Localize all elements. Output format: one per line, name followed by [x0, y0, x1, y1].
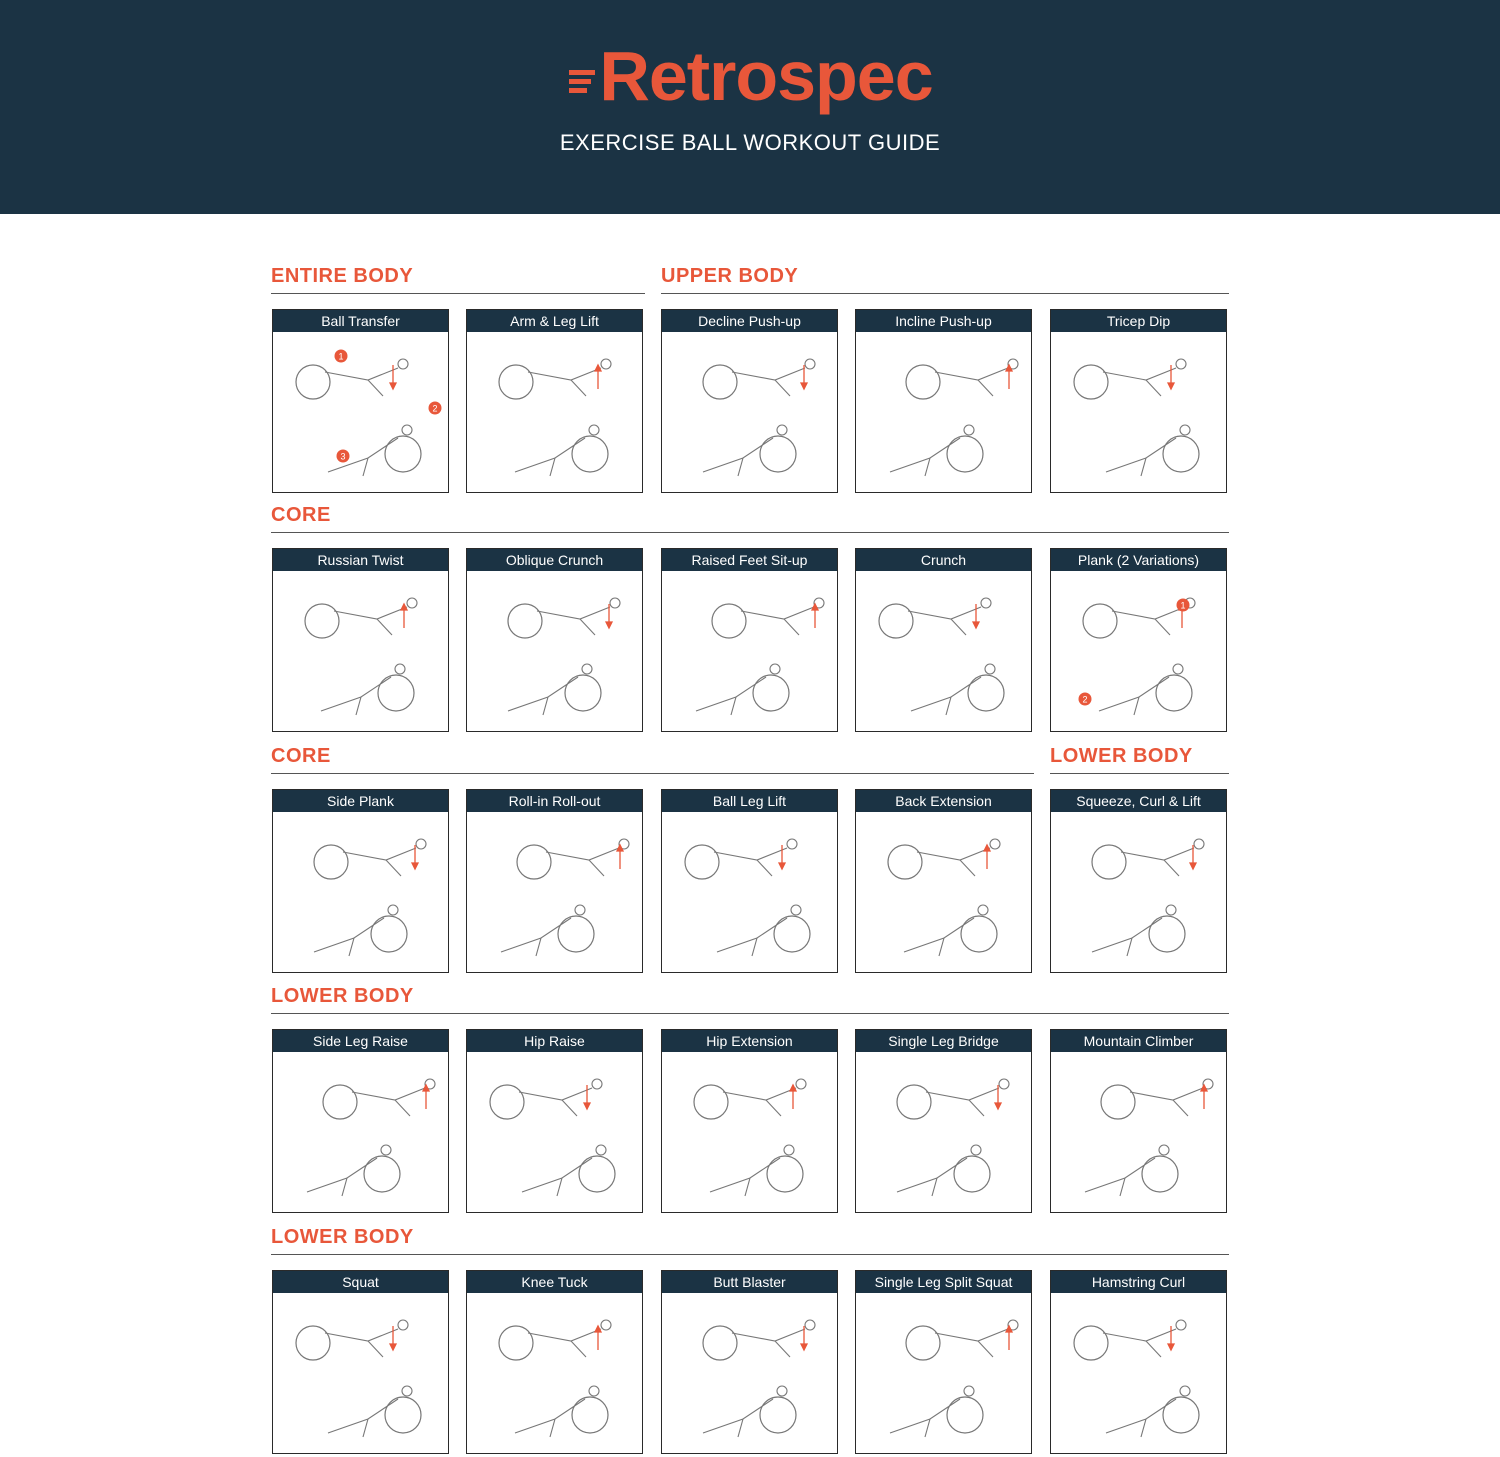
- figure-illustration: [732, 1320, 815, 1357]
- exercise-card-plank-2-variations: [1050, 548, 1227, 732]
- exercise-card-tricep-dip: [1050, 309, 1227, 493]
- section-label-lower-body-2: LOWER BODY: [271, 985, 414, 1007]
- exercise-title: Butt Blaster: [662, 1271, 837, 1293]
- exercise-illustration: [662, 812, 837, 972]
- exercise-card-side-leg-raise: [272, 1029, 449, 1213]
- exercise-illustration: [662, 571, 837, 731]
- figure-illustration: [732, 359, 815, 396]
- svg-text:2: 2: [1082, 694, 1088, 705]
- exercise-illustration: [1051, 1293, 1226, 1453]
- section-label-lower-body-3: LOWER BODY: [271, 1226, 414, 1248]
- exercise-ball-illustration: [1142, 1156, 1178, 1192]
- exercise-title: Incline Push-up: [856, 310, 1031, 332]
- exercise-illustration: [273, 812, 448, 972]
- figure-illustration: [519, 1079, 602, 1116]
- section-divider: [271, 773, 1034, 774]
- figure-illustration: [1103, 1320, 1186, 1357]
- exercise-title: Russian Twist: [273, 549, 448, 571]
- exercise-ball-illustration: [879, 604, 913, 638]
- exercise-title: Arm & Leg Lift: [467, 310, 642, 332]
- figure-illustration: [935, 359, 1018, 396]
- exercise-illustration: [467, 1052, 642, 1212]
- direction-arrow-icon: [412, 845, 418, 869]
- exercise-title: Knee Tuck: [467, 1271, 642, 1293]
- figure-illustration: [1099, 664, 1183, 715]
- exercise-card-crunch: [855, 548, 1032, 732]
- exercise-card-ball-transfer: [272, 309, 449, 493]
- section-label-entire-body: ENTIRE BODY: [271, 265, 414, 287]
- exercise-title: Hip Raise: [467, 1030, 642, 1052]
- exercise-ball-illustration: [385, 436, 421, 472]
- section-divider: [271, 532, 1229, 533]
- exercise-ball-illustration: [947, 436, 983, 472]
- exercise-ball-illustration: [968, 675, 1004, 711]
- exercise-illustration: [856, 1293, 1031, 1453]
- exercise-ball-illustration: [378, 675, 414, 711]
- figure-illustration: [935, 1320, 1018, 1357]
- direction-arrow-icon: [595, 365, 601, 389]
- exercise-ball-illustration: [579, 1156, 615, 1192]
- svg-text:1: 1: [1180, 600, 1186, 611]
- exercise-ball-illustration: [685, 845, 719, 879]
- exercise-illustration: [662, 332, 837, 492]
- direction-arrow-icon: [801, 365, 807, 389]
- figure-illustration: [703, 425, 787, 476]
- exercise-illustration: [1051, 1052, 1226, 1212]
- exercise-card-side-plank: [272, 789, 449, 973]
- brand-name: Retrospec: [599, 37, 933, 115]
- figure-illustration: [1092, 905, 1176, 956]
- header-banner: [0, 0, 1500, 214]
- exercise-illustration: [856, 1052, 1031, 1212]
- exercise-card-raised-feet-sit-up: [661, 548, 838, 732]
- exercise-title: Ball Transfer: [273, 310, 448, 332]
- exercise-ball-illustration: [753, 675, 789, 711]
- figure-illustration: [314, 905, 398, 956]
- svg-text:2: 2: [432, 403, 438, 414]
- exercise-illustration: [1051, 812, 1226, 972]
- exercise-ball-illustration: [1074, 365, 1108, 399]
- exercise-title: Tricep Dip: [1051, 310, 1226, 332]
- exercise-ball-illustration: [508, 604, 542, 638]
- exercise-illustration: [467, 332, 642, 492]
- direction-arrow-icon: [984, 845, 990, 869]
- exercise-title: Plank (2 Variations): [1051, 549, 1226, 571]
- exercise-ball-illustration: [364, 1156, 400, 1192]
- exercise-ball-illustration: [767, 1156, 803, 1192]
- exercise-illustration: [467, 1293, 642, 1453]
- section-divider: [271, 1013, 1229, 1014]
- svg-text:3: 3: [340, 451, 346, 462]
- exercise-card-hamstring-curl: [1050, 1270, 1227, 1454]
- figure-illustration: [508, 664, 592, 715]
- exercise-card-hip-raise: [466, 1029, 643, 1213]
- exercise-ball-illustration: [296, 1326, 330, 1360]
- exercise-illustration: [1051, 571, 1226, 731]
- exercise-illustration: [273, 332, 448, 492]
- exercise-card-incline-push-up: [855, 309, 1032, 493]
- exercise-card-squeeze-curl-lift: [1050, 789, 1227, 973]
- exercise-card-russian-twist: [272, 548, 449, 732]
- exercise-card-ball-leg-lift: [661, 789, 838, 973]
- direction-arrow-icon: [595, 1326, 601, 1350]
- step-number-badge: [429, 402, 442, 415]
- figure-illustration: [325, 359, 408, 396]
- exercise-ball-illustration: [499, 365, 533, 399]
- exercise-card-roll-in-roll-out: [466, 789, 643, 973]
- direction-arrow-icon: [812, 604, 818, 628]
- figure-illustration: [904, 905, 988, 956]
- exercise-ball-illustration: [694, 1085, 728, 1119]
- exercise-ball-illustration: [961, 916, 997, 952]
- section-divider: [271, 1254, 1229, 1255]
- figure-illustration: [714, 839, 797, 876]
- page-subtitle: EXERCISE BALL WORKOUT GUIDE: [559, 130, 941, 155]
- exercise-ball-illustration: [1083, 604, 1117, 638]
- section-label-lower-body: LOWER BODY: [1050, 745, 1193, 767]
- direction-arrow-icon: [1006, 365, 1012, 389]
- exercise-ball-illustration: [305, 604, 339, 638]
- exercise-card-oblique-crunch: [466, 548, 643, 732]
- exercise-ball-illustration: [296, 365, 330, 399]
- brand-logo-icon: [567, 50, 603, 102]
- exercise-ball-illustration: [760, 436, 796, 472]
- figure-illustration: [1103, 359, 1186, 396]
- exercise-ball-illustration: [1074, 1326, 1108, 1360]
- step-number-badge: [1177, 599, 1190, 612]
- figure-illustration: [1106, 425, 1190, 476]
- exercise-ball-illustration: [1163, 436, 1199, 472]
- exercise-title: Hamstring Curl: [1051, 1271, 1226, 1293]
- direction-arrow-icon: [790, 1085, 796, 1109]
- exercise-card-knee-tuck: [466, 1270, 643, 1454]
- exercise-title: Roll-in Roll-out: [467, 790, 642, 812]
- figure-illustration: [696, 664, 780, 715]
- exercise-title: Squeeze, Curl & Lift: [1051, 790, 1226, 812]
- exercise-ball-illustration: [906, 365, 940, 399]
- exercise-title: Side Plank: [273, 790, 448, 812]
- exercise-ball-illustration: [888, 845, 922, 879]
- exercise-illustration: [662, 1052, 837, 1212]
- exercise-ball-illustration: [572, 436, 608, 472]
- exercise-ball-illustration: [760, 1397, 796, 1433]
- exercise-ball-illustration: [1149, 916, 1185, 952]
- exercise-card-single-leg-split-squat: [855, 1270, 1032, 1454]
- exercise-title: Decline Push-up: [662, 310, 837, 332]
- direction-arrow-icon: [423, 1085, 429, 1109]
- figure-illustration: [1085, 1145, 1169, 1196]
- exercise-ball-illustration: [558, 916, 594, 952]
- exercise-title: Single Leg Split Squat: [856, 1271, 1031, 1293]
- exercise-ball-illustration: [774, 916, 810, 952]
- direction-arrow-icon: [617, 845, 623, 869]
- exercise-illustration: [856, 571, 1031, 731]
- exercise-title: Single Leg Bridge: [856, 1030, 1031, 1052]
- figure-illustration: [501, 905, 585, 956]
- exercise-card-butt-blaster: [661, 1270, 838, 1454]
- figure-illustration: [343, 839, 426, 876]
- figure-illustration: [522, 1145, 606, 1196]
- exercise-ball-illustration: [1092, 845, 1126, 879]
- figure-illustration: [515, 1386, 599, 1437]
- direction-arrow-icon: [1201, 1085, 1207, 1109]
- exercise-ball-illustration: [703, 365, 737, 399]
- figure-illustration: [1106, 1386, 1190, 1437]
- exercise-ball-illustration: [385, 1397, 421, 1433]
- direction-arrow-icon: [1190, 845, 1196, 869]
- figure-illustration: [703, 1386, 787, 1437]
- exercise-title: Hip Extension: [662, 1030, 837, 1052]
- exercise-ball-illustration: [314, 845, 348, 879]
- exercise-card-mountain-climber: [1050, 1029, 1227, 1213]
- figure-illustration: [1130, 1079, 1213, 1116]
- exercise-ball-illustration: [323, 1085, 357, 1119]
- figure-illustration: [307, 1145, 391, 1196]
- figure-illustration: [321, 664, 405, 715]
- figure-illustration: [897, 1145, 981, 1196]
- exercise-ball-illustration: [490, 1085, 524, 1119]
- exercise-card-back-extension: [855, 789, 1032, 973]
- svg-text:1: 1: [338, 351, 344, 362]
- exercise-ball-illustration: [371, 916, 407, 952]
- exercise-ball-illustration: [703, 1326, 737, 1360]
- figure-illustration: [890, 425, 974, 476]
- step-number-badge: [337, 450, 350, 463]
- exercise-ball-illustration: [565, 675, 601, 711]
- direction-arrow-icon: [995, 1085, 1001, 1109]
- exercise-illustration: [273, 1052, 448, 1212]
- section-divider: [661, 293, 1229, 294]
- figure-illustration: [890, 1386, 974, 1437]
- section-label-core-2: CORE: [271, 745, 331, 767]
- exercise-ball-illustration: [1101, 1085, 1135, 1119]
- exercise-card-arm-leg-lift: [466, 309, 643, 493]
- figure-illustration: [908, 598, 991, 635]
- figure-illustration: [710, 1145, 794, 1196]
- figure-illustration: [537, 598, 620, 635]
- direction-arrow-icon: [801, 1326, 807, 1350]
- figure-illustration: [911, 664, 995, 715]
- exercise-title: Ball Leg Lift: [662, 790, 837, 812]
- section-label-core: CORE: [271, 504, 331, 526]
- figure-illustration: [717, 905, 801, 956]
- exercise-title: Side Leg Raise: [273, 1030, 448, 1052]
- figure-illustration: [328, 1386, 412, 1437]
- exercise-ball-illustration: [1163, 1397, 1199, 1433]
- step-number-badge: [335, 350, 348, 363]
- exercise-illustration: [1051, 332, 1226, 492]
- exercise-ball-illustration: [897, 1085, 931, 1119]
- exercise-illustration: [856, 332, 1031, 492]
- exercise-title: Mountain Climber: [1051, 1030, 1226, 1052]
- exercise-title: Back Extension: [856, 790, 1031, 812]
- exercise-illustration: [856, 812, 1031, 972]
- exercise-title: Squat: [273, 1271, 448, 1293]
- exercise-illustration: [467, 812, 642, 972]
- direction-arrow-icon: [401, 604, 407, 628]
- exercise-illustration: [662, 1293, 837, 1453]
- exercise-card-squat: [272, 1270, 449, 1454]
- exercise-ball-illustration: [1156, 675, 1192, 711]
- step-number-badge: [1079, 693, 1092, 706]
- exercise-card-single-leg-bridge: [855, 1029, 1032, 1213]
- figure-illustration: [325, 1320, 408, 1357]
- section-divider: [271, 293, 645, 294]
- direction-arrow-icon: [1006, 1326, 1012, 1350]
- direction-arrow-icon: [606, 604, 612, 628]
- section-label-upper-body: UPPER BODY: [661, 265, 799, 287]
- exercise-ball-illustration: [947, 1397, 983, 1433]
- exercise-card-hip-extension: [661, 1029, 838, 1213]
- exercise-ball-illustration: [712, 604, 746, 638]
- exercise-illustration: [273, 571, 448, 731]
- exercise-ball-illustration: [572, 1397, 608, 1433]
- section-divider: [1050, 773, 1229, 774]
- exercise-ball-illustration: [499, 1326, 533, 1360]
- brand: [0, 36, 1500, 116]
- figure-illustration: [926, 1079, 1009, 1116]
- exercise-title: Oblique Crunch: [467, 549, 642, 571]
- exercise-illustration: [273, 1293, 448, 1453]
- exercise-title: Raised Feet Sit-up: [662, 549, 837, 571]
- exercise-ball-illustration: [517, 845, 551, 879]
- figure-illustration: [1121, 839, 1204, 876]
- figure-illustration: [515, 425, 599, 476]
- exercise-card-decline-push-up: [661, 309, 838, 493]
- figure-illustration: [352, 1079, 435, 1116]
- exercise-illustration: [467, 571, 642, 731]
- exercise-ball-illustration: [954, 1156, 990, 1192]
- figure-illustration: [741, 598, 824, 635]
- exercise-ball-illustration: [906, 1326, 940, 1360]
- figure-illustration: [546, 839, 629, 876]
- exercise-title: Crunch: [856, 549, 1031, 571]
